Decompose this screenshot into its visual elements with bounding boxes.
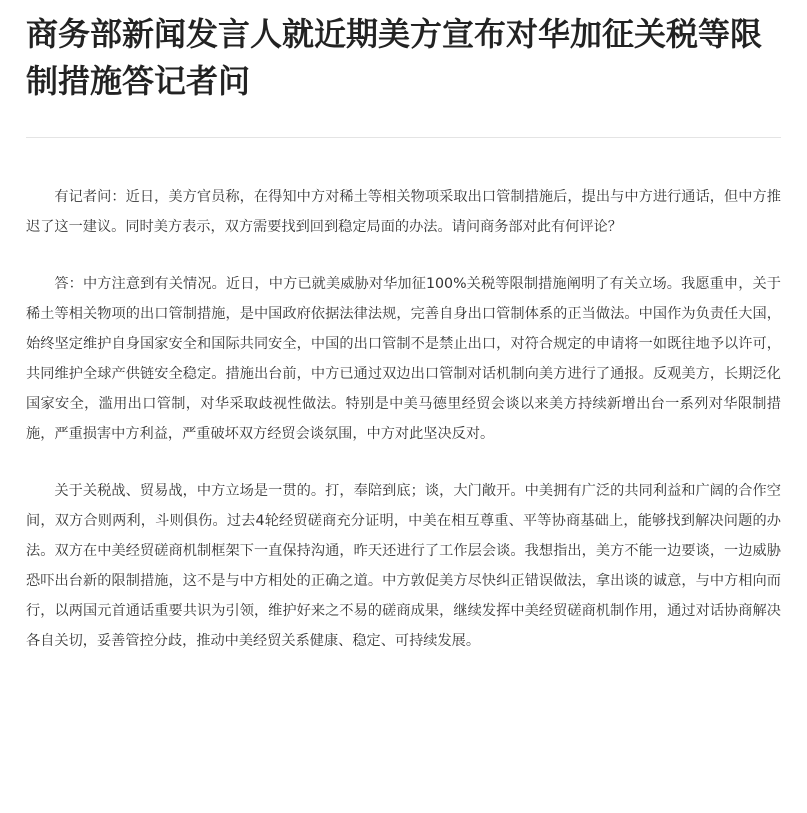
article-title: 商务部新闻发言人就近期美方宣布对华加征关税等限制措施答记者问 (26, 15, 763, 100)
article-body (26, 182, 781, 656)
paragraph-tariff-position: 关于关税战、贸易战，中方立场是一贯的。打，奉陪到底；谈，大门敞开。中美拥有广泛的共同利益和广阔的合作空间，双方合则两利，斗则俱伤。过去4轮经贸磋商充分证明，中美在相互尊重、平等协商基础上，能够找到解决问题的办法。双方在中美经贸磋商机制框架下一直保持沟通，昨天还进行了工作层会谈。我想指出，美方不能一边要谈，一边威胁恐吓出台新的限制措施，这不是与中方相处的正确之道。中方敦促美方尽快纠正错误做法，拿出谈的诚意，与中方相向而行，以两国元首通话重要共识为引领，维护好来之不易的磋商成果，继续发挥中美经贸磋商机制作用，通过对话协商解决各自关切，妥善管控分歧，推动中美经贸关系健康、稳定、可持续发展。 (26, 483, 781, 649)
paragraph-answer: 答：中方注意到有关情况。近日，中方已就美威胁对华加征100%关税等限制措施阐明了有关立场。我愿重申，关于稀土等相关物项的出口管制措施，是中国政府依据法律法规，完善自身出口管制体系的正当做法。中国作为负责任大国，始终坚定维护自身国家安全和国际共同安全，中国的出口管制不是禁止出口，对符合规定的申请将一如既往地予以许可，共同维护全球产供链安全稳定。措施出台前，中方已通过双边出口管制对话机制向美方进行了通报。反观美方，长期泛化国家安全，滥用出口管制，对华采取歧视性做法。特别是中美马德里经贸会谈以来美方持续新增出台一系列对华限制措施，严重损害中方利益，严重破坏双方经贸会谈氛围，中方对此坚决反对。 (26, 276, 781, 442)
title-divider (26, 137, 781, 138)
paragraph-question: 有记者问：近日，美方官员称，在得知中方对稀土等相关物项采取出口管制措施后，提出与中方进行通话，但中方推迟了这一建议。同时美方表示，双方需要找到回到稳定局面的办法。请问商务部对此有何评论？ (26, 189, 781, 235)
